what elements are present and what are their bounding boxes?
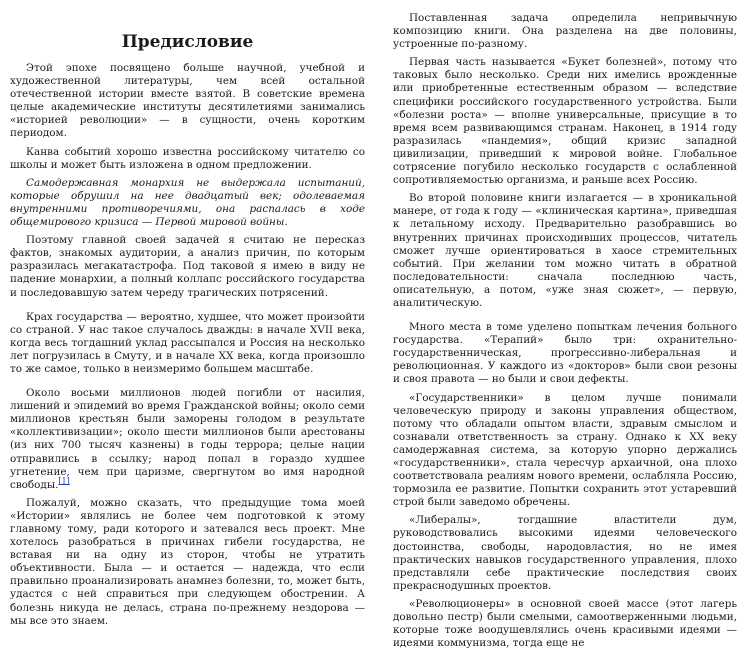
footnote-link[interactable]: [1] [58, 476, 70, 486]
italic-paragraph: Самодержавная монархия не выдержала испытаний, которые обрушил на нее двадцатый век; одолеваемая внутренними противоречиями, она распалась в ходе общемирового кризиса — Первой мировой войны. [10, 176, 365, 229]
paragraph: Первая часть называется «Букет болезней», потому что таковых было несколько. Среди них имелись врожденные или приобретенные естественным образом — вследствие специфики российского государственного устройства. Были «болезни роста» — вполне универсальные, присущие в то время всем развивающимся странам. Наконец, в 1914 году разразилась «пандемия», общий кризис западной цивилизации, приведший к мировой войне. Глобальное сотрясение погубило несколько государств с ослабленной сопротивляемостью организма, и раньше всех Россию. [393, 56, 737, 187]
page-title: Предисловие [121, 32, 254, 52]
paragraph: «Государственники» в целом лучше понимали человеческую природу и законы управления обществом, потому что обладали опытом власти, здравым смыслом и сознавали ответственность за страну. Однако к XX веку самодержавная система, за которую упорно держались «государственники», стала чересчур архаичной, она плохо соответствовала реалиям нового времени, ослабляла Россию, тормозила ее развитие. Попытки сохранить этот устаревший строй были заведомо обречены. [393, 391, 737, 509]
paragraph [10, 387, 365, 492]
left-page [10, 0, 365, 633]
paragraph: «Либералы», тогдашние властители дум, руководствовались высокими идеями человеческого достоинства, свободы, народовластия, но не имея практических навыков государственного управления, плохо представляли себе практические последствия своих прекраснодушных проектов. [393, 514, 737, 592]
paragraph: Пожалуй, можно сказать, что предыдущие тома моей «Истории» являлись не более чем подготовкой к этому главному тому, ради которого и затевался весь проект. Мне хотелось разобраться в причинах гибели государства, не вставая ни на одну из сторон, чтобы не утратить объективности. Была — и остается — надежда, что если правильно проанализировать анамнез болезни, то, может быть, удастся с ней справиться при следующем обострении. А болезнь никуда не делась, страна по-прежнему нездорова — мы все это знаем. [10, 496, 365, 627]
paragraph-text: Около восьми миллионов людей погибли от насилия, лишений и эпидемий во время Гражданской войны; около семи миллионов крестьян были заморены голодом в результате «коллективизации»; около шести миллионов были арестованы (из них 700 тысяч казнены) в годы террора; целые нации отправились в ссылку; народ попал в гораздо худшее угнетение, чем при царизме, свергнутом во имя народной свободы. [10, 387, 365, 491]
paragraph: Поставленная задача определила непривычную композицию книги. Она разделена на две половины, устроенные по-разному. [393, 12, 737, 51]
paragraph: Много места в томе уделено попыткам лечения больного государства. «Терапий» было три: охранительно-государственническая, прогрессивно-либеральная и революционная. У каждого из «докторов» были свои резоны и своя правота — но были и свои дефекты. [393, 321, 737, 386]
paragraph: Канва событий хорошо известна российскому читателю со школы и может быть изложена в одном предложении. [10, 145, 365, 171]
paragraph: «Революционеры» в основной своей массе (этот лагерь довольно пестр) были смелыми, самоотверженными людьми, которые тоже воодушевлялись очень красивыми идеями — идеями коммунизма, тогда еще не [393, 597, 737, 650]
paragraph: Крах государства — вероятно, худшее, что может произойти со страной. У нас такое случалось дважды: в начале XVII века, когда весь тогдашний уклад рассыпался и Россия на несколько лет погрузилась в Смуту, и в начале XX века, когда произошло то же самое, только в неизмеримо большем масштабе. [10, 310, 365, 375]
paragraph: Во второй половине книги излагается — в хроникальной манере, от года к году — «клиническая картина», приведшая к летальному исходу. Предварительно разобравшись во внутренних причинах происходивших процессов, читатель сможет лучше ориентироваться в хаосе стремительных событий. При желании том можно читать в обратной последовательности: сначала последнюю часть, описательную, а потом, «уже зная сюжет», — первую, аналитическую. [393, 192, 737, 309]
paragraph: Поэтому главной своей задачей я считаю не пересказ фактов, знакомых аудитории, а анализ причин, по которым разразилась мегакатастрофа. Под таковой я имею в виду не падение монархии, а полный коллапс российского государства и последовавшую затем череду трагических потрясений. [10, 234, 365, 299]
right-page [393, 12, 737, 655]
paragraph: Этой эпохе посвящено больше научной, учебной и художественной литературы, чем всей остальной отечественной истории вместе взятой. В советские времена целые академические институты десятилетиями занимались «историей революции» — в сущности, очень коротким периодом. [10, 62, 365, 140]
